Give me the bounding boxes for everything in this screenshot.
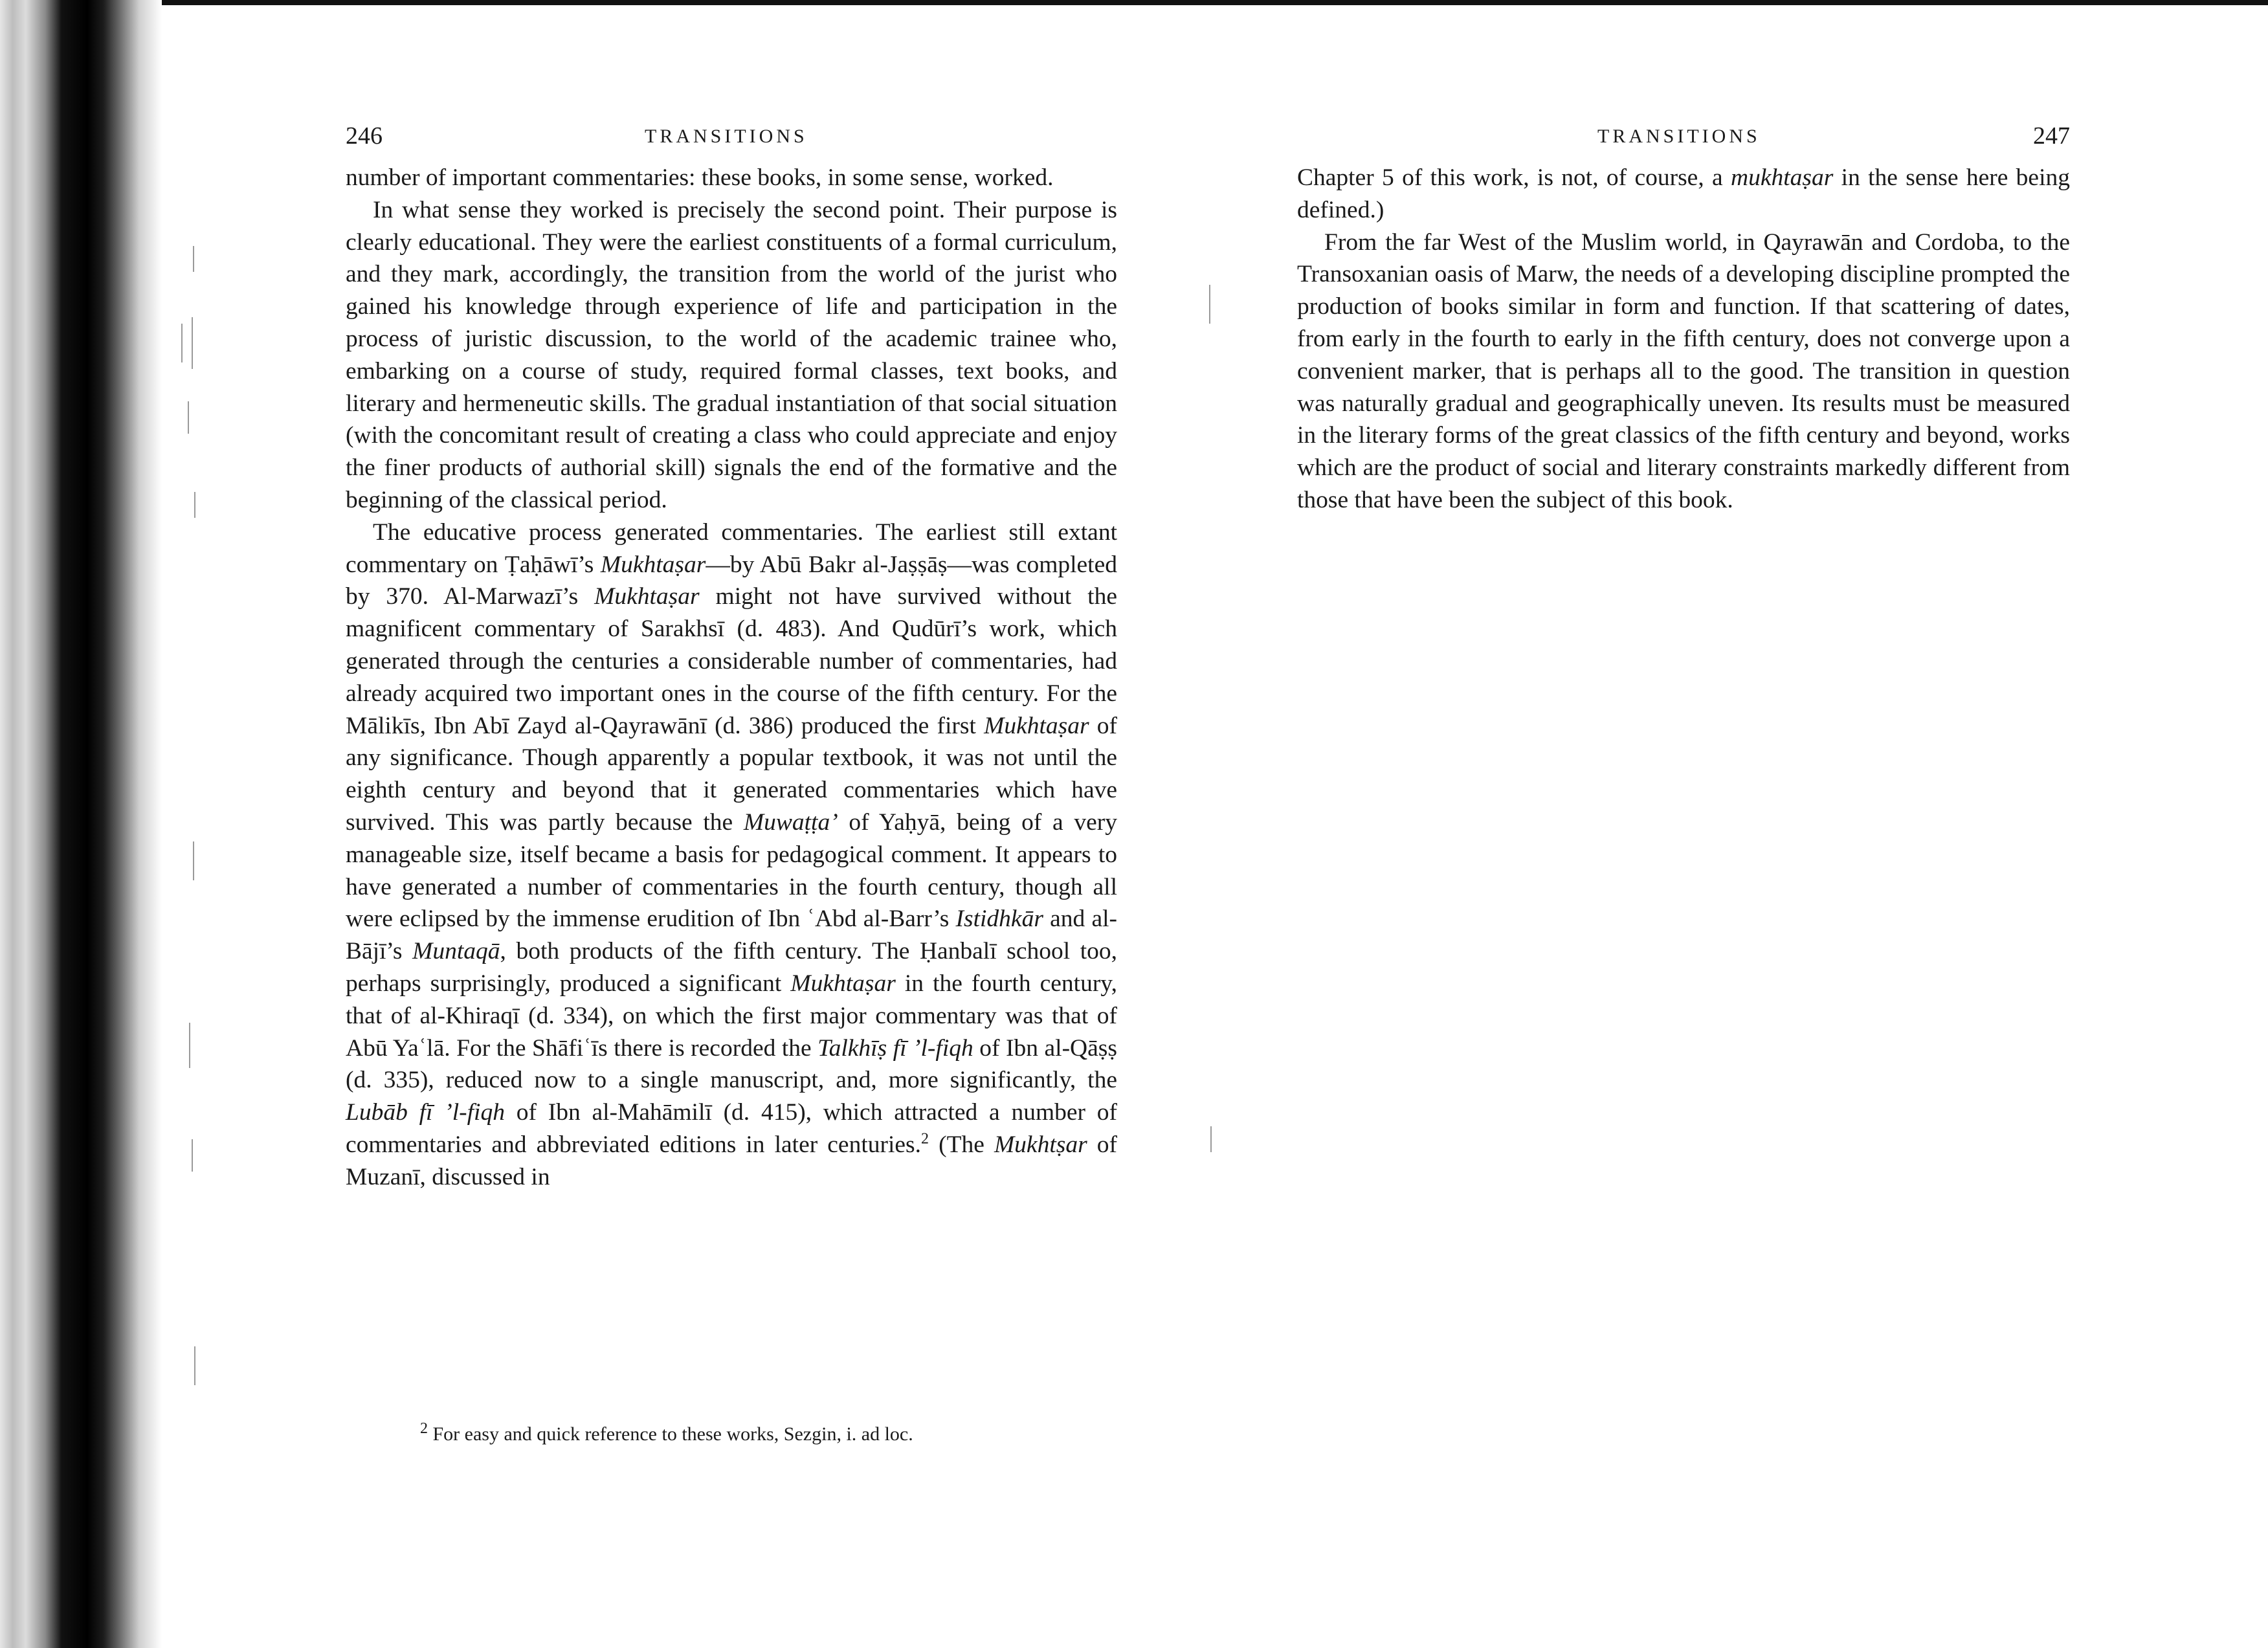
text-run: , both products of the fifth century. The Ḥanbalī school too, perhaps surprisingly, produced a significant (346, 938, 1117, 997)
text-run: Chapter 5 of this work, is not, of course, a (1297, 164, 1731, 191)
italic-title: Istidhkār (955, 906, 1043, 933)
right-running-title: TRANSITIONS (1597, 126, 1761, 147)
text-run: The educative process generated commentaries. The earliest still extant commentary on Ṭaḥāwī’s (346, 518, 1117, 578)
text-run: —by Abū Bakr al-Jaṣṣāṣ—was completed by 370. Al-Marwazī’s (346, 551, 1117, 610)
paragraph (346, 517, 1117, 1194)
text-run: number of important commentaries: these books, in some sense, worked. (346, 164, 1054, 191)
italic-title: Muwaṭṭa’ (743, 808, 838, 836)
italic-title: Mukhtaṣar (594, 583, 700, 610)
italic-title: Mukhtṣar (994, 1131, 1087, 1158)
paragraph (346, 194, 1117, 517)
italic-title: Mukhtaṣar (984, 712, 1089, 739)
text-run: in the sense here being defined.) (1297, 164, 2070, 223)
right-running-head (1297, 122, 2070, 154)
text-run: in the fourth century, that of al-Khiraqī (d. 334), on which the first major commentary was that of Abū Yaʿlā. For the Shāfiʿīs there is recorded the (346, 970, 1117, 1062)
text-run: of Ibn al-Mahāmilī (d. 415), which attracted a number of commentaries and abbreviated editions in later centuries. (346, 1099, 1117, 1158)
text-run: In what sense they worked is precisely the second point. Their purpose is clearly educational. They were the earliest constituents of a formal curriculum, and they mark, accordingly, the transition from the world of the jurist who gained his knowledge through experience of life and participation in the process of juristic discussion, to the world of the academic trainee who, embarking on a course of study, required formal classes, text books, and literary and hermeneutic skills. The gradual instantiation of that social situation (with the concomitant result of creating a class who could appreciate and enjoy the finer products of authorial skill) signals the end of the formative and the beginning of the classical period. (346, 196, 1117, 513)
footnote (346, 1421, 1117, 1447)
paragraph (1297, 227, 2070, 517)
footnote-marker: 2 (420, 1420, 428, 1437)
footnote-reference: 2 (921, 1130, 929, 1148)
text-run: of any significance. Though apparently a popular textbook, it was not until the eighth century and beyond that it generated commentaries which have survived. This was partly because the (346, 712, 1117, 836)
text-run: and al-Bājī’s (346, 906, 1117, 965)
italic-title: Lubāb fī ’l-fiqh (346, 1099, 505, 1126)
italic-title: Mukhtaṣar (600, 551, 706, 578)
text-run: of Muzanī, discussed in (346, 1131, 1117, 1190)
left-running-head (346, 122, 1117, 154)
text-run: might not have survived without the magnificent commentary of Sarakhsī (d. 483). And Qudūrī’s work, which generated through the centuries a considerable number of commentaries, had already acquired two important ones in the course of the fifth century. For the Mālikīs, Ibn Abī Zayd al-Qayrawānī (d. 386) produced the first (346, 583, 1117, 739)
right-page-number: 247 (2033, 122, 2070, 150)
book-spine-shadow (0, 0, 162, 1648)
scan-top-edge (0, 0, 2268, 5)
text-run: of Ibn al-Qāṣṣ (d. 335), reduced now to a single manuscript, and, more significantly, the (346, 1034, 1117, 1094)
left-body-text (346, 162, 1117, 1194)
paragraph (346, 162, 1117, 194)
text-run: From the far West of the Muslim world, in Qayrawān and Cordoba, to the Transoxanian oasis of Marw, the needs of a developing discipline prompted the production of books similar in form and function. If that scattering of dates, from early in the fourth to early in the fifth century, does not converge upon a convenient marker, that is perhaps all to the good. The transition in question was naturally gradual and geographically uneven. Its results must be measured in the literary forms of the great classics of the fifth century and beyond, works which are the product of social and literary constraints markedly different from those that have been the subject of this book. (1297, 228, 2070, 513)
right-body-text (1297, 162, 2070, 517)
left-running-title: TRANSITIONS (645, 126, 808, 147)
italic-title: mukhtaṣar (1730, 164, 1834, 191)
text-run: (The (929, 1131, 994, 1158)
italic-title: Talkhīṣ fī ’l-fiqh (817, 1034, 973, 1062)
italic-title: Mukhtaṣar (790, 970, 896, 997)
paragraph (1297, 162, 2070, 227)
footnote-text: For easy and quick reference to these works, Sezgin, i. ad loc. (432, 1423, 913, 1445)
left-page-number: 246 (346, 122, 383, 150)
text-run: of Yaḥyā, being of a very manageable size, itself became a basis for pedagogical comment. It appears to have generated a number of commentaries in the fourth century, though all were eclipsed by the immense erudition of Ibn ʿAbd al-Barr’s (346, 808, 1117, 933)
italic-title: Muntaqā (412, 938, 500, 965)
